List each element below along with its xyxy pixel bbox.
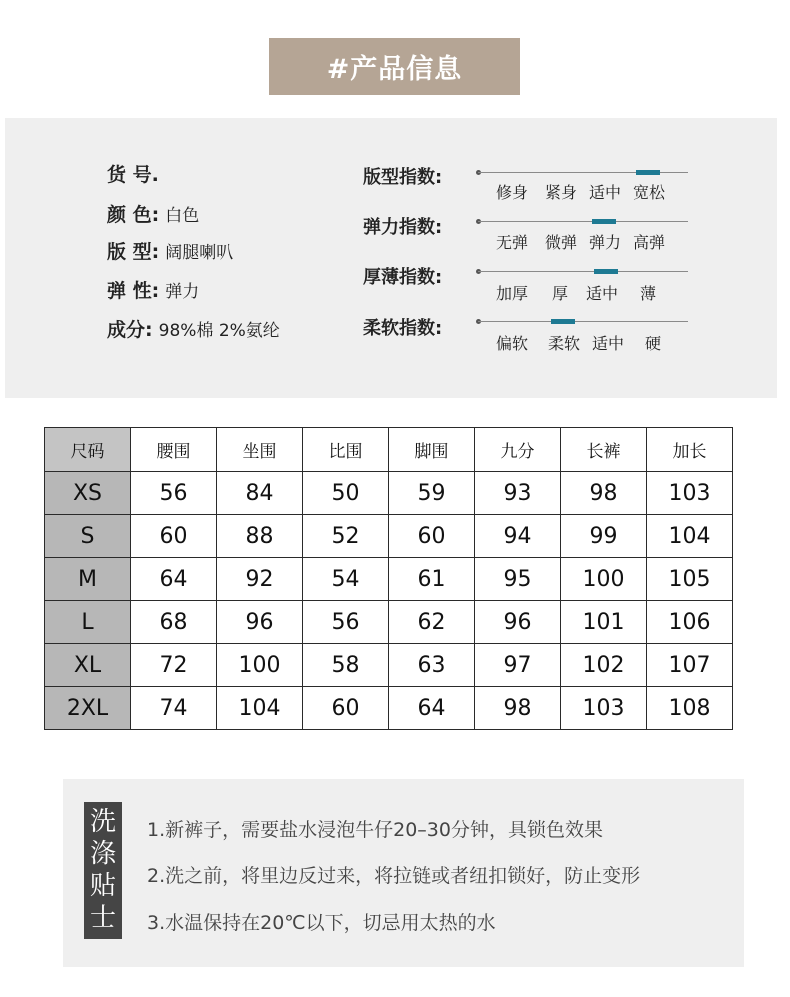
thickness-index-label: 厚薄指数: (363, 267, 443, 288)
table-cell: 104 (217, 687, 303, 730)
attr-label: 颜 色 (107, 204, 152, 226)
fit-index-label: 版型指数: (363, 167, 443, 188)
attr-label: 弹 性 (107, 280, 152, 302)
care-tip-1: 1.新裤子，需要盐水浸泡牛仔20–30分钟，具锁色效果 (147, 819, 603, 841)
table-cell: 108 (647, 687, 733, 730)
scale-option: 薄 (640, 284, 657, 303)
attr-elasticity (107, 276, 199, 303)
size-cell: M (45, 558, 131, 601)
softness-index-marker (551, 319, 575, 324)
table-cell: 101 (561, 601, 647, 644)
size-cell: XL (45, 644, 131, 687)
table-cell: 68 (131, 601, 217, 644)
table-header: 长裤 (561, 428, 647, 472)
scale-option: 微弹 (545, 233, 578, 252)
scale-option: 高弹 (633, 233, 666, 252)
table-cell: 50 (303, 472, 389, 515)
table-cell: 59 (389, 472, 475, 515)
table-cell: 105 (647, 558, 733, 601)
elasticity-index-label: 弹力指数: (363, 217, 443, 238)
scale-option: 加厚 (496, 284, 529, 303)
attr-value: 白色 (165, 206, 200, 226)
softness-index-scale (478, 321, 688, 322)
attr-value: 98%棉 2%氨纶 (158, 321, 280, 341)
table-cell: 74 (131, 687, 217, 730)
attr-label: 货 号 (107, 164, 152, 186)
table-cell: 92 (217, 558, 303, 601)
elasticity-index-marker (592, 219, 616, 224)
table-row (45, 472, 733, 515)
attr-colon: : (151, 204, 160, 226)
badge-char: 贴 (89, 871, 116, 901)
size-table (44, 427, 733, 730)
attr-label: 版 型 (107, 241, 152, 263)
table-cell: 56 (303, 601, 389, 644)
table-cell: 94 (475, 515, 561, 558)
size-cell: S (45, 515, 131, 558)
table-cell: 98 (475, 687, 561, 730)
scale-option: 柔软 (548, 334, 581, 353)
table-cell: 104 (647, 515, 733, 558)
section-title: #产品信息 (326, 54, 463, 85)
table-header: 九分 (475, 428, 561, 472)
table-cell: 88 (217, 515, 303, 558)
scale-option: 适中 (589, 183, 622, 202)
attr-value: 阔腿喇叭 (165, 243, 234, 263)
table-cell: 93 (475, 472, 561, 515)
scale-option: 紧身 (545, 183, 578, 202)
table-row (45, 687, 733, 730)
care-tip-3: 3.水温保持在20℃以下，切忌用太热的水 (147, 912, 496, 934)
thickness-index-marker (594, 269, 618, 274)
table-cell: 106 (647, 601, 733, 644)
care-tips-badge (84, 802, 122, 939)
table-header: 腰围 (131, 428, 217, 472)
table-cell: 62 (389, 601, 475, 644)
table-row (45, 601, 733, 644)
scale-option: 硬 (645, 334, 662, 353)
table-cell: 97 (475, 644, 561, 687)
table-cell: 56 (131, 472, 217, 515)
table-row (45, 515, 733, 558)
thickness-index-scale (478, 271, 688, 272)
table-header: 加长 (647, 428, 733, 472)
scale-option: 无弹 (496, 233, 529, 252)
scale-option: 偏软 (496, 334, 529, 353)
badge-char: 涤 (89, 839, 116, 869)
table-cell: 100 (217, 644, 303, 687)
table-cell: 58 (303, 644, 389, 687)
attr-colon: : (145, 319, 153, 341)
table-cell: 84 (217, 472, 303, 515)
table-cell: 103 (561, 687, 647, 730)
size-cell: L (45, 601, 131, 644)
attr-material (107, 315, 280, 342)
table-cell: 60 (131, 515, 217, 558)
size-cell: XS (45, 472, 131, 515)
attr-colon: : (151, 241, 160, 263)
table-header: 比围 (303, 428, 389, 472)
badge-char: 洗 (89, 807, 116, 837)
care-tip-2: 2.洗之前，将里边反过来，将拉链或者纽扣锁好，防止变形 (147, 865, 641, 887)
elasticity-index-scale (478, 221, 688, 222)
table-cell: 52 (303, 515, 389, 558)
attr-label: 成分 (107, 319, 146, 341)
table-cell: 102 (561, 644, 647, 687)
table-cell: 64 (389, 687, 475, 730)
table-cell: 61 (389, 558, 475, 601)
scale-option: 适中 (586, 284, 619, 303)
table-cell: 95 (475, 558, 561, 601)
badge-char: 士 (89, 903, 116, 933)
table-row (45, 558, 733, 601)
softness-index-label: 柔软指数: (363, 318, 443, 339)
table-cell: 64 (131, 558, 217, 601)
table-header: 坐围 (217, 428, 303, 472)
table-row (45, 644, 733, 687)
table-header: 尺码 (45, 428, 131, 472)
table-header: 脚围 (389, 428, 475, 472)
attr-colon: . (151, 164, 159, 186)
table-cell: 100 (561, 558, 647, 601)
table-header-row (45, 428, 733, 472)
scale-option: 适中 (592, 334, 625, 353)
table-cell: 72 (131, 644, 217, 687)
table-cell: 63 (389, 644, 475, 687)
section-title-banner (269, 38, 520, 95)
attr-colon: : (151, 280, 160, 302)
fit-index-marker (636, 170, 660, 175)
scale-option: 厚 (552, 284, 569, 303)
attr-fit (107, 237, 233, 264)
attr-item-number (107, 160, 165, 187)
table-cell: 103 (647, 472, 733, 515)
attr-value: 弹力 (165, 282, 200, 302)
table-cell: 99 (561, 515, 647, 558)
table-cell: 60 (389, 515, 475, 558)
scale-option: 宽松 (633, 183, 666, 202)
table-cell: 107 (647, 644, 733, 687)
attr-color (107, 200, 199, 227)
scale-option: 修身 (496, 183, 529, 202)
scale-option: 弹力 (589, 233, 622, 252)
table-cell: 98 (561, 472, 647, 515)
size-cell: 2XL (45, 687, 131, 730)
table-cell: 60 (303, 687, 389, 730)
table-cell: 96 (475, 601, 561, 644)
table-cell: 54 (303, 558, 389, 601)
table-cell: 96 (217, 601, 303, 644)
